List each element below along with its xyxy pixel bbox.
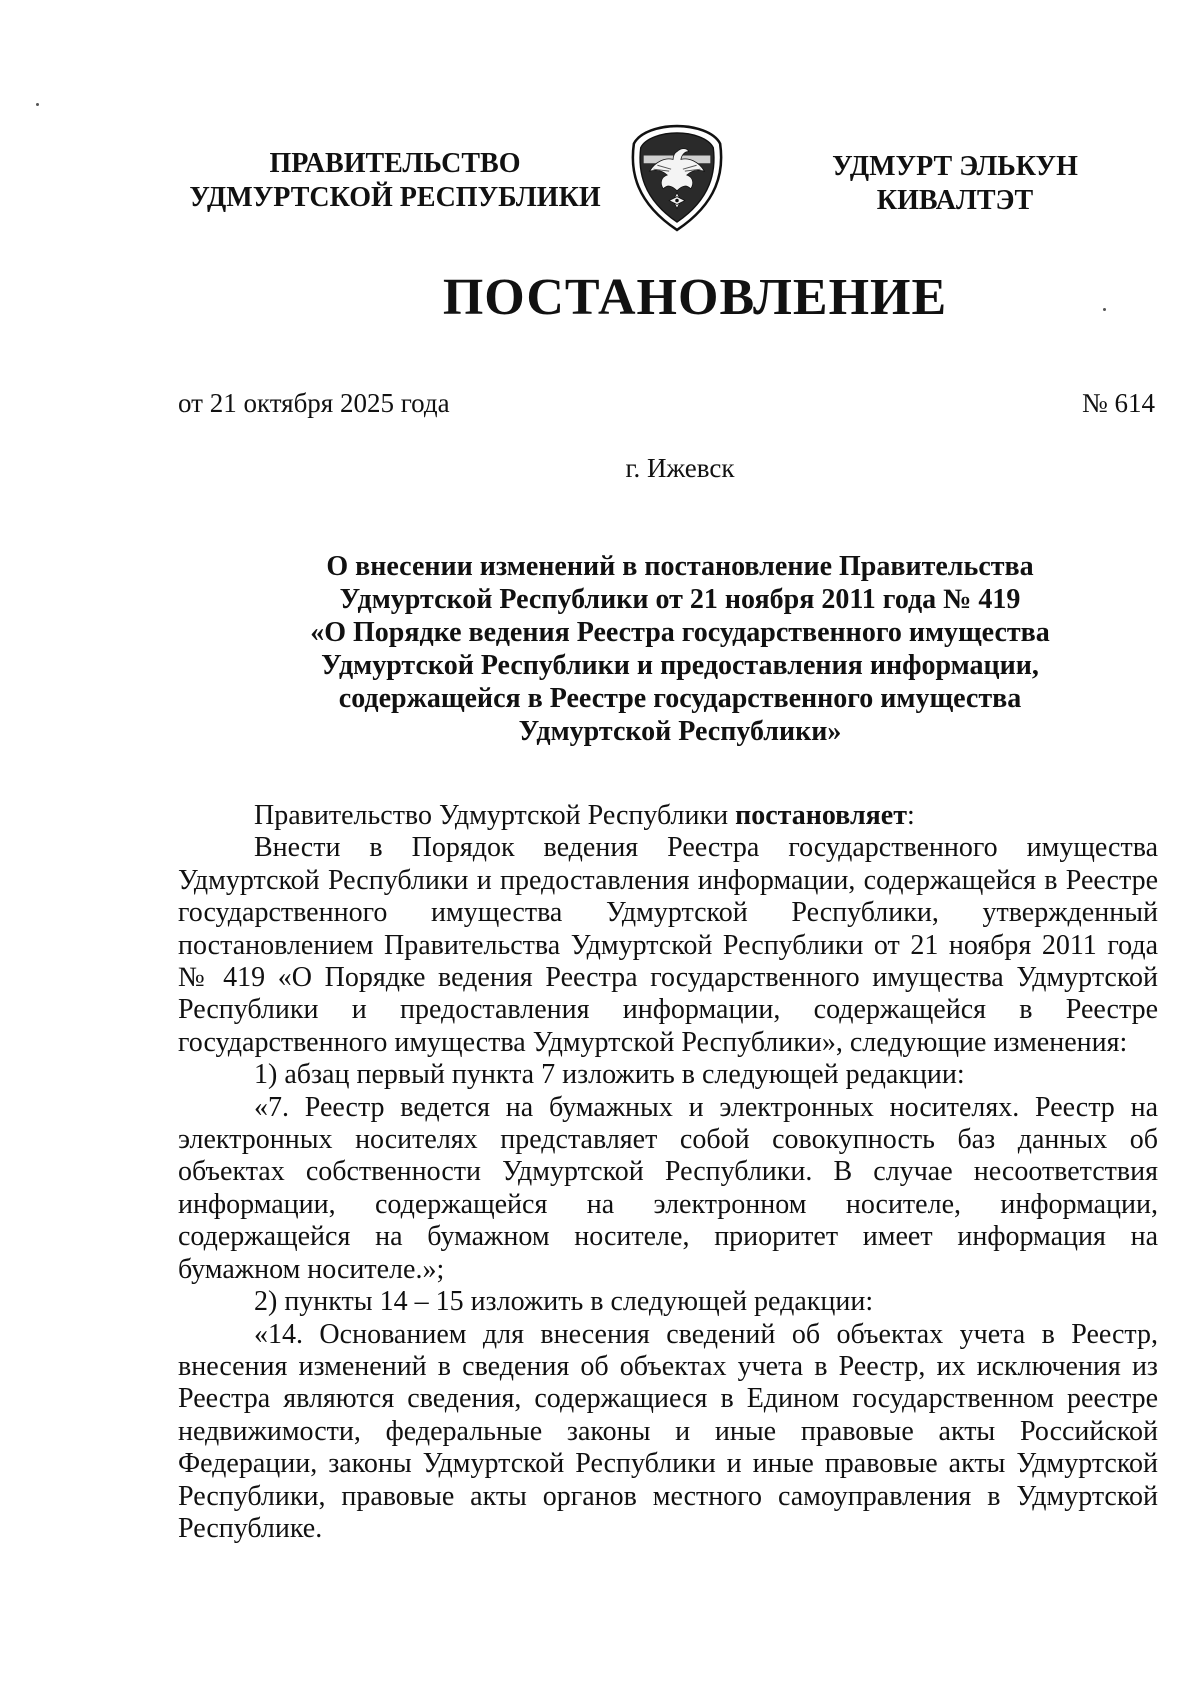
subject-line: Удмуртской Республики» xyxy=(518,716,842,747)
body-paragraph-1: Внести в Порядок ведения Реестра государственного имущества Удмуртской Республики и предоставления информации, содержащейся в Реестре государственного имущества Удмуртской Республики, утвержденный постановлением Правительства Удмуртской Республики от 21 ноября 2011 года № 419 «О Порядке ведения Реестра государственного имущества Удмуртской Республики и предоставления информации, содержащейся в Реестре государственного имущества Удмуртской Республики», следующие изменения: xyxy=(178,832,1158,1058)
subject-line: О внесении изменений в постановление Правительства xyxy=(326,551,1034,582)
document-subject-title xyxy=(250,550,1110,748)
body-paragraph-2: 1) абзац первый пункта 7 изложить в следующей редакции: xyxy=(254,1059,965,1091)
subject-line: «О Порядке ведения Реестра государственного имущества xyxy=(310,617,1050,648)
intro-colon: : xyxy=(906,800,915,831)
body-paragraph-5: «14. Основанием для внесения сведений об объектах учета в Реестр, внесения изменений в сведения об объектах учета в Реестр, их исключения из Реестра являются сведения, содержащиеся в Едином государственном реестре недвижимости, федеральные законы и иные правовые акты Российской Федерации, законы Удмуртской Республики и иные правовые акты Удмуртской Республики, правовые акты органов местного самоуправления в Удмуртской Республике. xyxy=(178,1318,1158,1544)
body-paragraph-3: «7. Реестр ведется на бумажных и электронных носителях. Реестр на электронных носителях представляет собой совокупность баз данных об объектах собственности Удмуртской Республики. В случае несоответствия информации, содержащейся на электронном носителе, информации, содержащейся на бумажном носителе, приоритет имеет информация на бумажном носителе.»; xyxy=(178,1091,1158,1285)
scan-speck xyxy=(1103,308,1106,311)
subject-line: Удмуртской Республики от 21 ноября 2011 года № 419 xyxy=(339,584,1021,615)
intro-paragraph xyxy=(178,800,1158,832)
intro-verb: постановляет xyxy=(735,800,907,831)
document-type-title: ПОСТАНОВЛЕНИЕ xyxy=(442,269,948,326)
header-right-line-1: УДМУРТ ЭЛЬКУН xyxy=(832,151,1078,182)
document-date: от 21 октября 2025 года xyxy=(178,388,450,418)
header-left-line-1: ПРАВИТЕЛЬСТВО xyxy=(269,148,521,179)
subject-line: содержащейся в Реестре государственного имущества xyxy=(338,683,1022,714)
document-number: № 614 xyxy=(1081,388,1155,418)
header-left-line-2: УДМУРТСКОЙ РЕСПУБЛИКИ xyxy=(189,182,601,213)
document-body xyxy=(178,800,1158,1545)
scan-speck xyxy=(36,103,39,106)
header-left xyxy=(170,147,620,215)
coat-of-arms-icon xyxy=(628,122,726,234)
document-city: г. Ижевск xyxy=(625,453,735,483)
body-paragraph-4: 2) пункты 14 – 15 изложить в следующей редакции: xyxy=(254,1286,874,1318)
header-right xyxy=(815,150,1095,218)
intro-text: Правительство Удмуртской Республики xyxy=(254,800,736,831)
header-right-line-2: КИВАЛТЭТ xyxy=(876,185,1034,216)
subject-line: Удмуртской Республики и предоставления информации, xyxy=(321,650,1039,681)
